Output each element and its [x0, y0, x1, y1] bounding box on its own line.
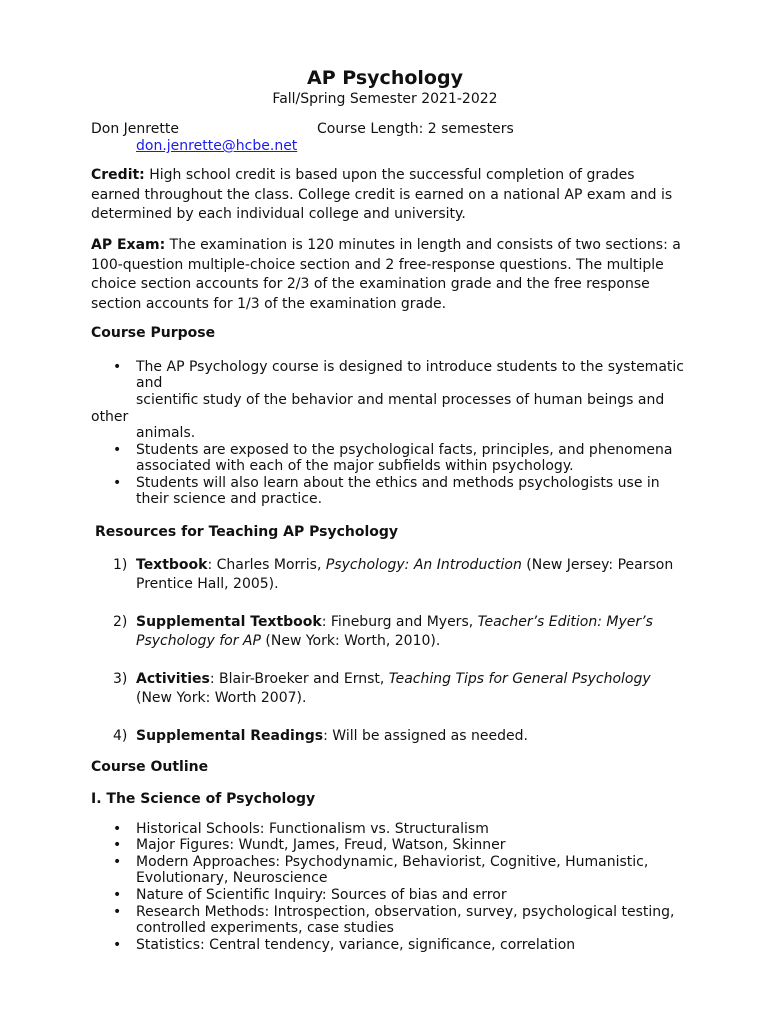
exam-label: AP Exam:	[91, 237, 166, 253]
course-outline-heading: Course Outline	[91, 759, 209, 775]
exam-paragraph	[91, 236, 686, 314]
section-1-heading: I. The Science of Psychology	[91, 791, 316, 807]
resource-number: 2)	[113, 614, 128, 630]
credit-label: Credit:	[91, 167, 145, 183]
resource-item-3-line-2: (New York: Worth 2007).	[136, 690, 307, 706]
bullet-icon: •	[113, 442, 122, 458]
purpose-b1-line-3: scientific study of the behavior and mental processes of human beings and	[136, 392, 665, 408]
resources-heading: Resources for Teaching AP Psychology	[95, 524, 399, 540]
purpose-b2-line-1: Students are exposed to the psychological facts, principles, and phenomena	[136, 442, 673, 458]
outline-line-1: Historical Schools: Functionalism vs. Structuralism	[136, 821, 489, 837]
resource-item-2-line-1: Supplemental Textbook: Fineburg and Myers, Teacher’s Edition: Myer’s	[136, 614, 653, 630]
resource-item-1-line-2: Prentice Hall, 2005).	[136, 576, 279, 592]
bullet-icon: •	[113, 854, 122, 870]
outline-line-6: Research Methods: Introspection, observation, survey, psychological testing,	[136, 904, 675, 920]
purpose-b1-line-2: and	[136, 375, 163, 391]
course-length: Course Length: 2 semesters	[317, 121, 514, 137]
purpose-b2-line-2: associated with each of the major subfields within psychology.	[136, 458, 574, 474]
bullet-icon: •	[113, 475, 122, 491]
purpose-b1-line-1: The AP Psychology course is designed to introduce students to the systematic	[136, 359, 684, 375]
resource-number: 3)	[113, 671, 128, 687]
credit-line-3: determined by each individual college and university.	[91, 206, 466, 222]
bullet-icon: •	[113, 821, 122, 837]
purpose-b3-line-1: Students will also learn about the ethics and methods psychologists use in	[136, 475, 660, 491]
purpose-b1-line-4: other	[91, 409, 129, 425]
exam-line-3: choice section accounts for 2/3 of the examination grade and the free response	[91, 276, 650, 292]
exam-line-1: The examination is 120 minutes in length and consists of two sections: a	[169, 237, 681, 253]
document-subtitle: Fall/Spring Semester 2021-2022	[272, 91, 498, 107]
instructor-email-link[interactable]: don.jenrette@hcbe.net	[136, 138, 298, 154]
resource-item-2-line-2: Psychology for AP (New York: Worth, 2010).	[136, 633, 441, 649]
bullet-icon: •	[113, 837, 122, 853]
outline-line-7: controlled experiments, case studies	[136, 920, 394, 936]
bullet-icon: •	[113, 887, 122, 903]
credit-paragraph	[91, 166, 686, 225]
purpose-b3-line-2: their science and practice.	[136, 491, 323, 507]
outline-line-2: Major Figures: Wundt, James, Freud, Watson, Skinner	[136, 837, 506, 853]
resource-item-3-line-1: Activities: Blair-Broeker and Ernst, Teaching Tips for General Psychology	[136, 671, 651, 687]
exam-line-2: 100-question multiple-choice section and 2 free-response questions. The multiple	[91, 256, 664, 273]
outline-line-3: Modern Approaches: Psychodynamic, Behaviorist, Cognitive, Humanistic,	[136, 854, 649, 870]
instructor-name: Don Jenrette	[91, 121, 179, 137]
outline-line-4: Evolutionary, Neuroscience	[136, 870, 328, 886]
purpose-b1-line-5: animals.	[136, 425, 196, 441]
outline-line-8: Statistics: Central tendency, variance, significance, correlation	[136, 937, 576, 953]
bullet-icon: •	[113, 359, 122, 375]
resource-item-4-line-1: Supplemental Readings: Will be assigned as needed.	[136, 728, 528, 744]
resource-item-1-line-1: Textbook: Charles Morris, Psychology: An Introduction (New Jersey: Pearson	[136, 557, 674, 573]
credit-line-1: High school credit is based upon the successful completion of grades	[149, 167, 635, 183]
resource-number: 4)	[113, 728, 128, 744]
bullet-icon: •	[113, 937, 122, 953]
course-purpose-heading: Course Purpose	[91, 325, 216, 341]
bullet-icon: •	[113, 904, 122, 920]
exam-line-4: section accounts for 1/3 of the examination grade.	[91, 295, 447, 312]
credit-line-2: earned throughout the class. College credit is earned on a national AP exam and is	[91, 186, 673, 203]
document-title: AP Psychology	[307, 67, 463, 89]
resource-number: 1)	[113, 557, 128, 573]
outline-line-5: Nature of Scientific Inquiry: Sources of bias and error	[136, 887, 507, 903]
